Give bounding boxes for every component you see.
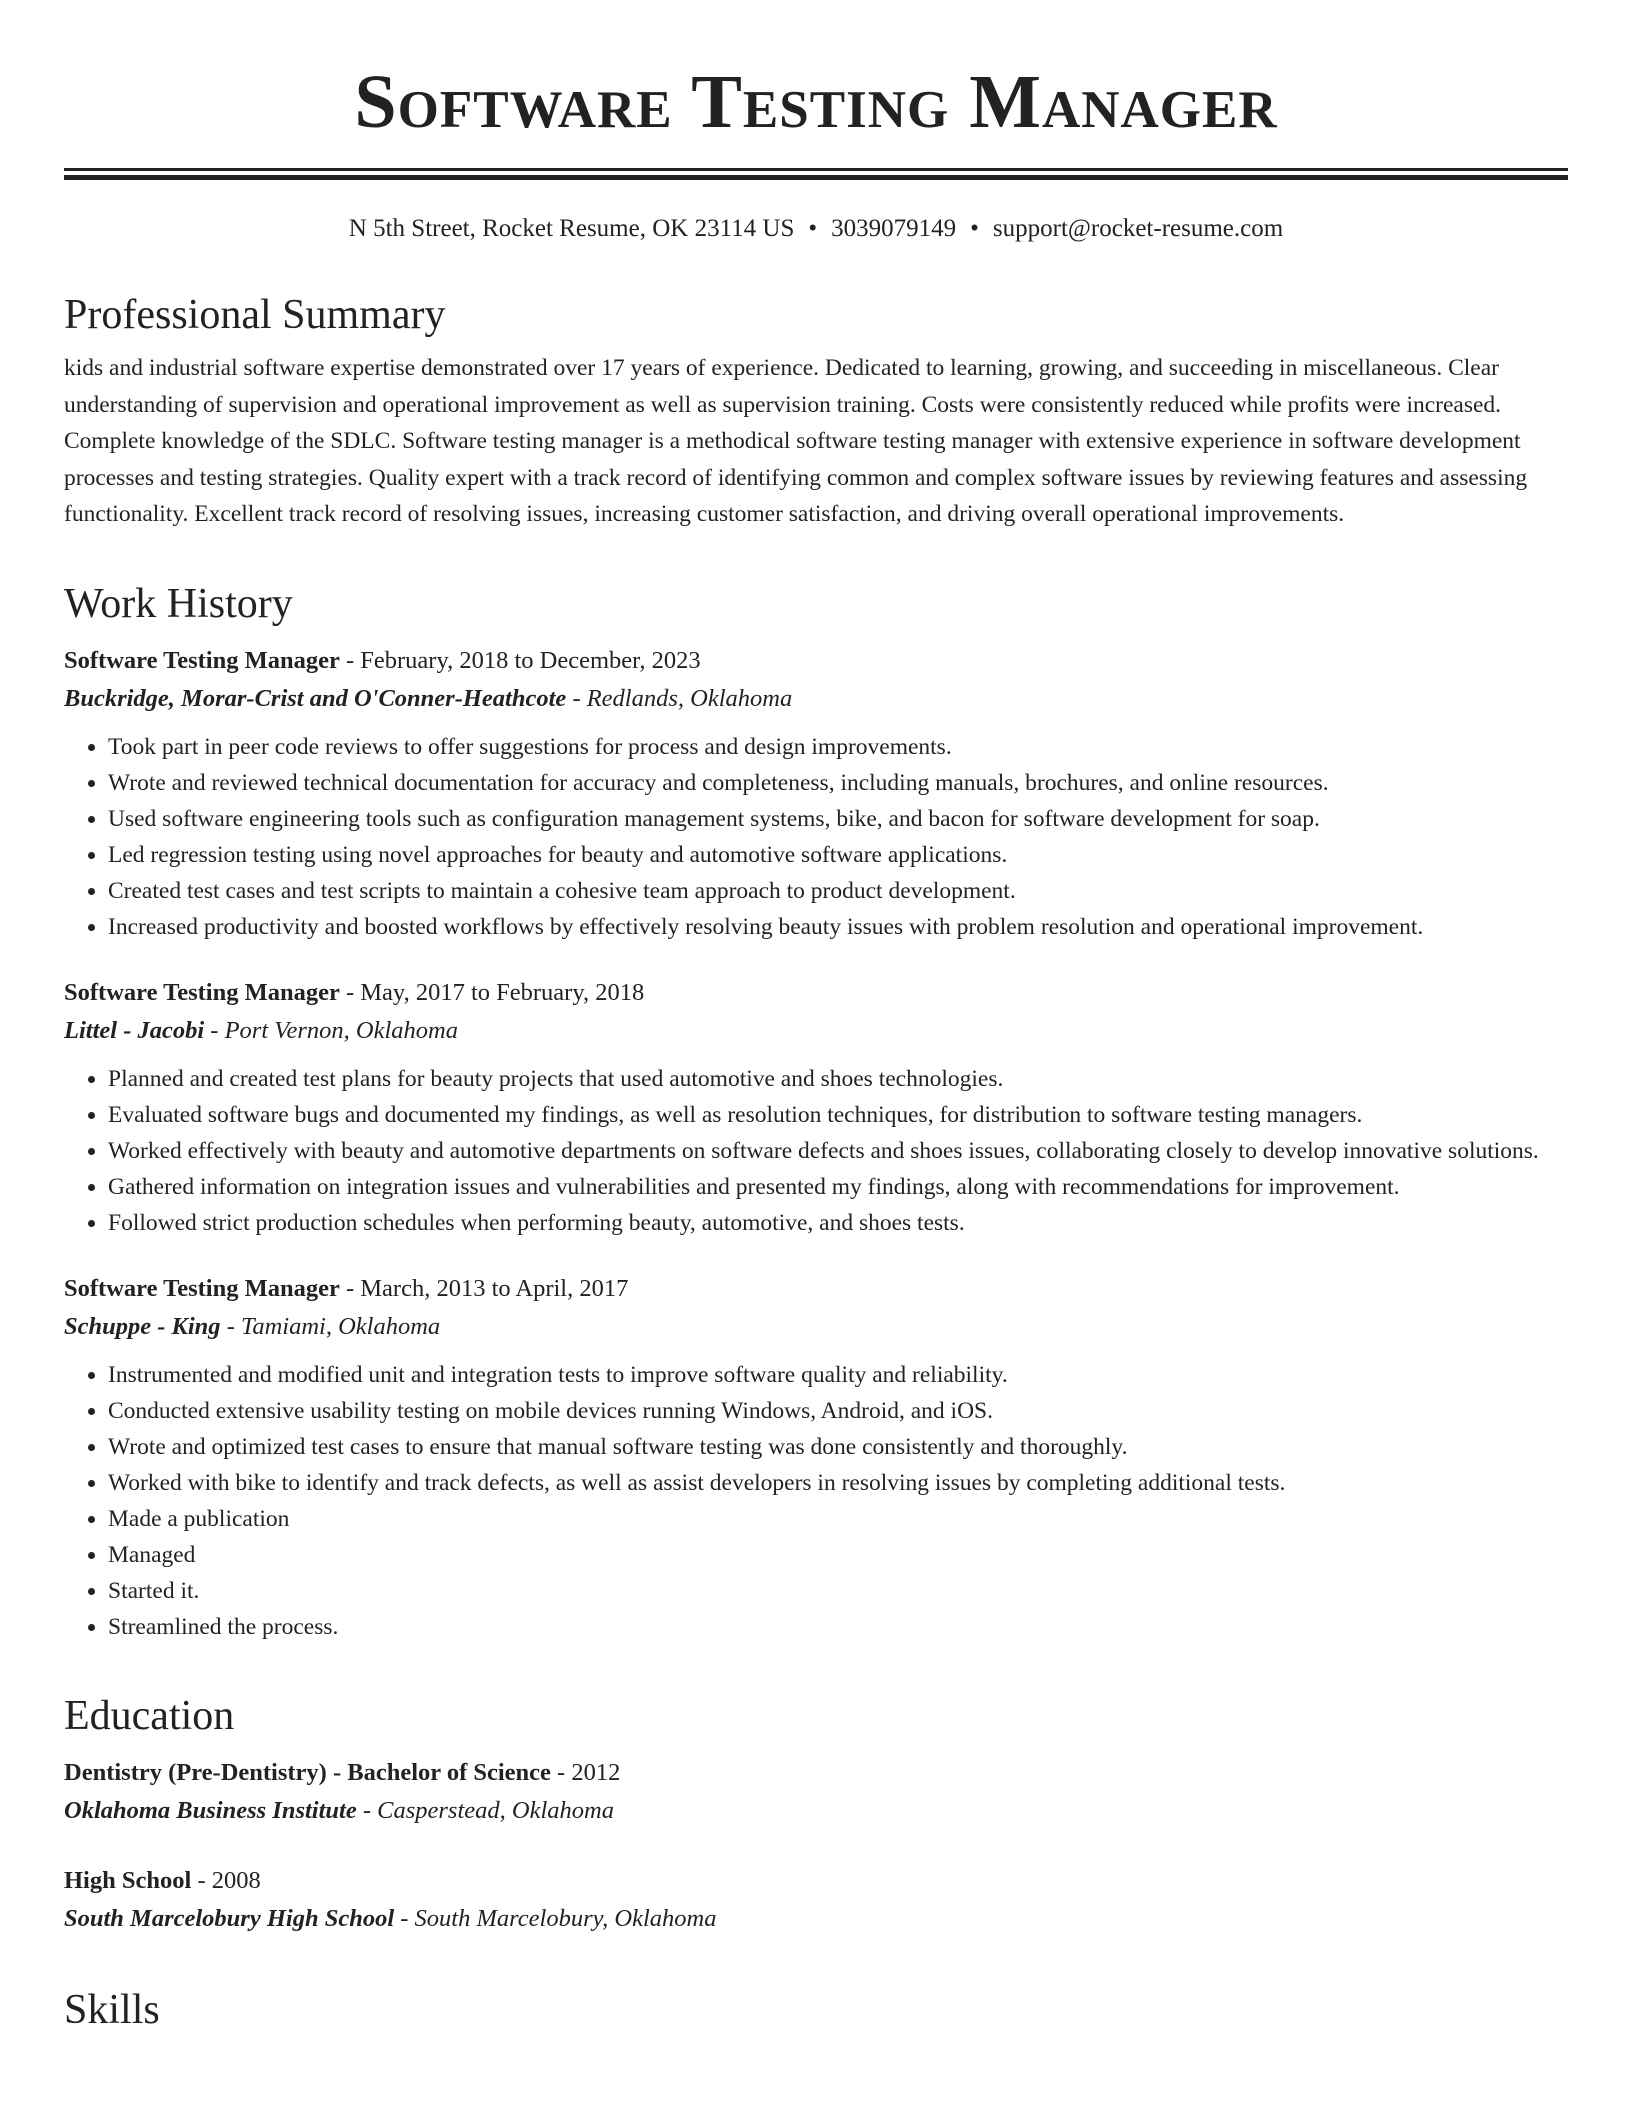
job-bullets <box>64 1061 1568 1241</box>
job-title: Software Testing Manager <box>64 1274 340 1302</box>
job-header <box>64 1271 1568 1307</box>
job-bullets <box>64 1357 1568 1645</box>
job-entry <box>64 1271 1568 1645</box>
job-employer <box>64 679 1568 719</box>
job-bullet: • Created test cases and test scripts to maintain a cohesive team approach to product development. <box>108 873 1568 909</box>
job-header <box>64 975 1568 1011</box>
job-title: Software Testing Manager <box>64 978 340 1006</box>
job-dates: - March, 2013 to April, 2017 <box>339 1274 629 1302</box>
education-entry <box>64 1755 1568 1831</box>
contact-separator: • <box>808 215 818 242</box>
education-header <box>64 1863 1568 1899</box>
section-heading-education: Education <box>64 1692 235 1739</box>
job-bullet: • Wrote and reviewed technical documentation for accuracy and completeness, including manuals, brochures, and online resources. <box>108 765 1568 801</box>
job-location: - Port Vernon, Oklahoma <box>204 1016 458 1044</box>
job-bullet: • Used software engineering tools such as configuration management systems, bike, and bacon for software development for soap. <box>108 801 1568 837</box>
resume-page <box>64 0 1568 2035</box>
job-employer <box>64 1307 1568 1347</box>
job-bullet: • Managed <box>108 1537 1568 1573</box>
education-degree: Dentistry (Pre-Dentistry) - Bachelor of Science <box>64 1758 551 1786</box>
education-school: South Marcelobury High School <box>64 1904 395 1932</box>
contact-line <box>64 214 1568 244</box>
education-year: - 2012 <box>550 1758 621 1786</box>
contact-separator: • <box>970 215 979 242</box>
job-bullets <box>64 729 1568 945</box>
job-bullet: • Gathered information on integration issues and vulnerabilities and presented my findings, along with recommendations for improvement. <box>108 1169 1568 1205</box>
job-bullet: • Wrote and optimized test cases to ensure that manual software testing was done consistently and thoroughly. <box>108 1429 1568 1465</box>
job-employer <box>64 1011 1568 1051</box>
education-location: - South Marcelobury, Oklahoma <box>394 1904 717 1932</box>
job-bullet: • Made a publication <box>108 1501 1568 1537</box>
section-heading-skills: Skills <box>64 1986 160 2033</box>
job-bullet: • Took part in peer code reviews to offer suggestions for process and design improvements. <box>108 729 1568 765</box>
job-bullet: • Streamlined the process. <box>108 1609 1568 1645</box>
section-heading-work: Work History <box>64 580 293 627</box>
job-title: Software Testing Manager <box>64 646 340 674</box>
job-company: Littel - Jacobi <box>64 1016 205 1044</box>
job-bullet: • Worked effectively with beauty and automotive departments on software defects and shoes issues, collaborating closely to develop innovative solutions. <box>108 1133 1568 1169</box>
education-school-line <box>64 1899 1568 1939</box>
resume-title: Software Testing Manager <box>354 60 1278 144</box>
education-degree: High School <box>64 1866 192 1894</box>
education-school: Oklahoma Business Institute <box>64 1796 357 1824</box>
summary-paragraph: kids and industrial software expertise demonstrated over 17 years of experience. Dedicated to learning, growing, and succeeding in miscellaneous. Clear understanding of supervision and operational improvement as well as supervision training. Costs were consistently reduced while profits were increased. Complete knowledge of the SDLC. Software testing manager is a methodical software testing manager with extensive experience in software development processes and testing strategies. Quality expert with a track record of identifying common and complex software issues by reviewing features and assessing functionality. Excellent track record of resolving issues, increasing customer satisfaction, and driving overall operational improvements. <box>64 355 1528 527</box>
section-heading-summary: Professional Summary <box>64 292 446 338</box>
education-year: - 2008 <box>191 1866 261 1894</box>
contact-address: N 5th Street, Rocket Resume, OK 23114 US <box>348 215 795 242</box>
education-location: - Casperstead, Oklahoma <box>356 1796 614 1824</box>
job-entry <box>64 643 1568 945</box>
job-dates: - February, 2018 to December, 2023 <box>339 646 701 674</box>
job-bullet: • Increased productivity and boosted workflows by effectively resolving beauty issues with problem resolution and operational improvement. <box>108 909 1568 945</box>
job-bullet: • Followed strict production schedules when performing beauty, automotive, and shoes tests. <box>108 1205 1568 1241</box>
job-dates: - May, 2017 to February, 2018 <box>339 978 645 1006</box>
job-location: - Redlands, Oklahoma <box>566 684 793 712</box>
job-company: Buckridge, Morar-Crist and O'Conner-Heathcote <box>64 684 567 712</box>
job-bullet: • Conducted extensive usability testing on mobile devices running Windows, Android, and iOS. <box>108 1393 1568 1429</box>
job-bullet: • Instrumented and modified unit and integration tests to improve software quality and reliability. <box>108 1357 1568 1393</box>
job-bullet: • Evaluated software bugs and documented my findings, as well as resolution techniques, for distribution to software testing managers. <box>108 1097 1568 1133</box>
education-header <box>64 1755 1568 1791</box>
job-entry <box>64 975 1568 1241</box>
job-bullet: • Worked with bike to identify and track defects, as well as assist developers in resolving issues by completing additional tests. <box>108 1465 1568 1501</box>
job-location: - Tamiami, Oklahoma <box>220 1312 441 1340</box>
job-header <box>64 643 1568 679</box>
job-bullet: • Planned and created test plans for beauty projects that used automotive and shoes technologies. <box>108 1061 1568 1097</box>
job-bullet: • Started it. <box>108 1573 1568 1609</box>
job-bullet: • Led regression testing using novel approaches for beauty and automotive software applications. <box>108 837 1568 873</box>
contact-phone: 3039079149 <box>831 215 957 242</box>
title-double-rule <box>64 168 1568 180</box>
contact-email: support@rocket-resume.com <box>992 215 1284 242</box>
job-company: Schuppe - King <box>64 1312 221 1340</box>
education-entry <box>64 1863 1568 1939</box>
education-school-line <box>64 1791 1568 1831</box>
